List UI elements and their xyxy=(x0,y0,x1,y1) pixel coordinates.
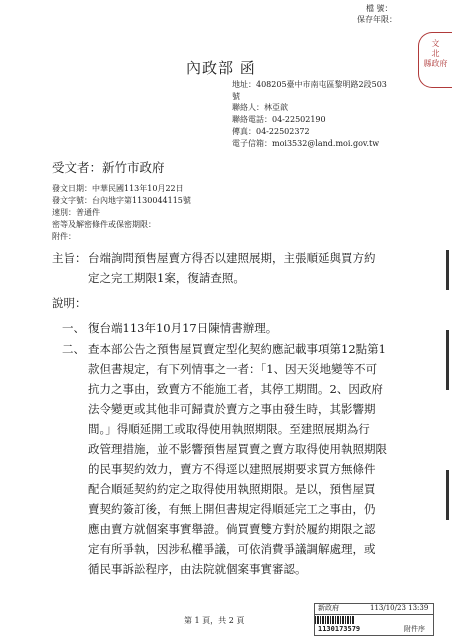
item-line: 配合順延契約約定之取得使用執照期限。是以，預售屋買 xyxy=(88,482,376,496)
receiver-org: 新政府 xyxy=(318,604,339,612)
speed-label: 速別： xyxy=(52,208,76,217)
issue-number-value: 台內地字第1130044115號 xyxy=(92,196,191,205)
item-line: 賣契約簽訂後，有無上開但書規定得順延完工之事由，仍 xyxy=(88,502,376,516)
email-label: 電子信箱： xyxy=(232,139,272,148)
address-label: 地址： xyxy=(232,80,256,89)
address-row xyxy=(232,80,387,90)
item-number: 二、 xyxy=(62,342,85,356)
agency-title: 內政部 函 xyxy=(186,59,256,77)
phone-value: 04-22502190 xyxy=(272,115,326,124)
address-continued: 號 xyxy=(232,92,240,101)
email-value: moi3532@land.moi.gov.tw xyxy=(272,139,380,148)
classification-row: 密等及解密條件或保密期限： xyxy=(52,220,156,229)
fax-value: 04-22502372 xyxy=(256,127,310,136)
item-number: 一、 xyxy=(62,321,85,335)
contact-person-label: 聯絡人： xyxy=(232,103,264,112)
page-info: 第 1 頁，共 2 頁 xyxy=(184,616,245,625)
file-number-label: 檔 號： xyxy=(366,4,393,13)
issue-number-row xyxy=(52,196,191,206)
stamp-line: 縣政府 xyxy=(423,59,448,68)
contact-person-row xyxy=(232,103,288,113)
item-line: 應由賣方就個案事實舉證。倘買賣雙方對於履約期限之認 xyxy=(88,522,376,536)
recipient-value: 新竹市政府 xyxy=(102,160,165,175)
fax-row xyxy=(232,127,310,137)
recipient-row xyxy=(52,158,165,176)
explanation-label: 說明： xyxy=(52,296,87,310)
recipient-label: 受文者： xyxy=(52,160,103,175)
scan-edge-mark xyxy=(446,330,449,390)
phone-label: 聯絡電話： xyxy=(232,115,272,124)
attachments-note: 附件序 xyxy=(404,625,425,633)
doc-barcode-number: 1130173579 xyxy=(318,625,361,633)
received-stamp xyxy=(418,32,452,88)
subject-line: 定之完工期限1案，復請查照。 xyxy=(88,271,245,285)
item-line: 抗力之事由，致賣方不能施工者，其停工期間。2、因政府 xyxy=(88,382,383,396)
subject-line: 台端詢問預售屋賣方得否以建照展期，主張順延與買方約 xyxy=(88,251,376,265)
issue-date-value: 中華民國113年10月22日 xyxy=(92,184,184,193)
scan-edge-mark xyxy=(446,470,449,520)
stamp-line: 北 xyxy=(431,49,440,58)
item-line: 查本部公告之預售屋買賣定型化契約應記載事項第12點第1 xyxy=(88,342,386,356)
retention-period-label: 保存年限： xyxy=(357,15,397,24)
received-time: 113/10/23 13:39 xyxy=(370,604,429,612)
item-line: 款但書規定，有下列情事之一者：「1、因天災地變等不可 xyxy=(88,362,378,376)
issue-date-label: 發文日期： xyxy=(52,184,92,193)
stamp-line: 文 xyxy=(431,39,440,48)
item-line: 法令變更或其他非可歸責於賣方之事由發生時，其影響期 xyxy=(88,402,376,416)
item-line: 的民事契約效力，賣方不得逕以建照展期要求買方無條件 xyxy=(88,462,376,476)
item-line: 定有所爭執，因涉私權爭議，可依消費爭議調解處理，或 xyxy=(88,542,376,556)
speed-row xyxy=(52,208,100,218)
scan-edge-mark xyxy=(446,250,449,290)
item-line: 循民事訴訟程序，由法院就個案事實審認。 xyxy=(88,562,307,576)
contact-person-value: 林亞歆 xyxy=(264,103,288,112)
speed-value: 普通件 xyxy=(76,208,100,217)
item-line: 復台端113年10月17日陳情書辦理。 xyxy=(88,321,278,335)
item-line: 政管理措施，並不影響預售屋買賣之賣方取得使用執照期限 xyxy=(88,442,387,456)
phone-row xyxy=(232,115,326,125)
barcode xyxy=(315,616,355,624)
issue-date-row xyxy=(52,184,184,194)
address-value: 408205臺中市南屯區黎明路2段503 xyxy=(256,80,387,89)
fax-label: 傳真： xyxy=(232,127,256,136)
subject-label: 主旨： xyxy=(52,251,87,265)
email-row xyxy=(232,139,379,149)
receipt-divider xyxy=(314,614,434,615)
attachments-row: 附件： xyxy=(52,232,76,241)
item-line: 間。」得順延開工或取得使用執照期限。至建照展期為行 xyxy=(88,422,370,436)
issue-number-label: 發文字號： xyxy=(52,196,92,205)
